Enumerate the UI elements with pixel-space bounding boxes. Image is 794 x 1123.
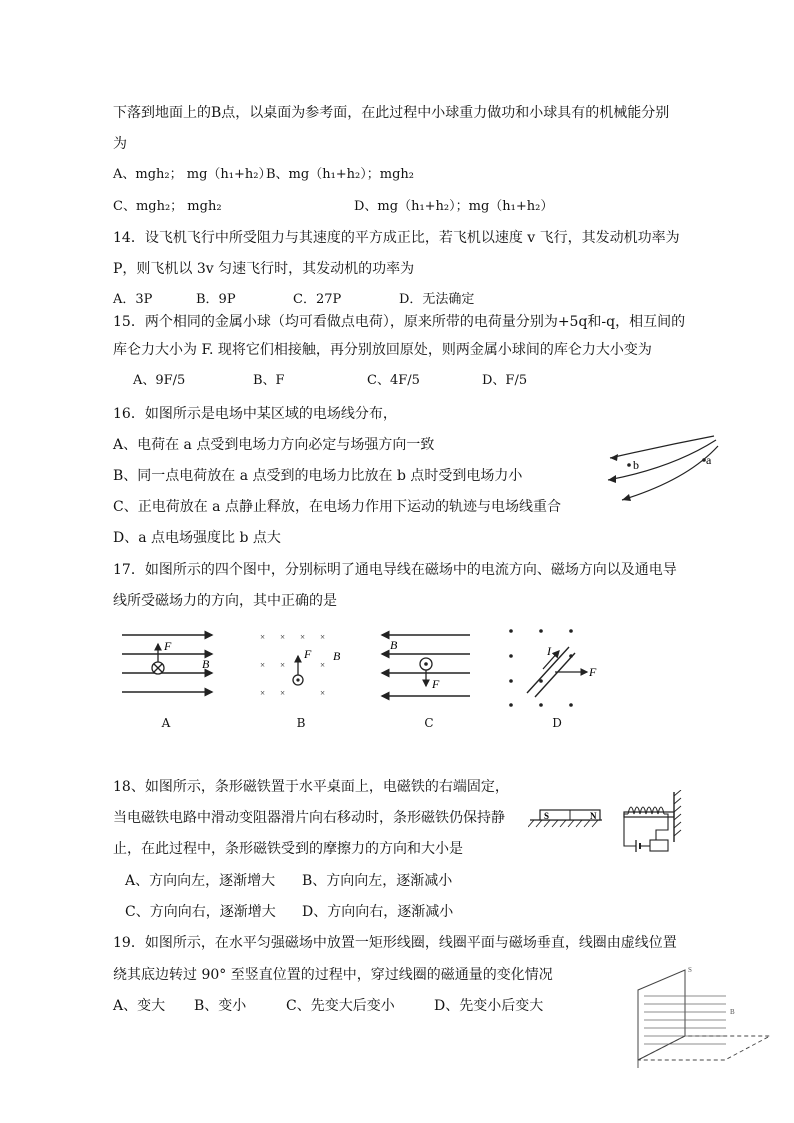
q16-option-d: D、a 点电场强度比 b 点大 [113,530,281,546]
q18-line2: 当电磁铁电路中滑动变阻器滑片向右移动时，条形磁铁仍保持静 [113,810,505,826]
q18-line3: 止，在此过程中，条形磁铁受到的摩擦力的方向和大小是 [113,841,463,857]
svg-text:×: × [260,688,266,698]
field-b-label: B [730,1008,735,1016]
q15-option-a: A、9F/5 [133,373,186,388]
q18-option-b: B、方向向左，逐渐减小 [302,873,453,889]
q19-option-d: D、先变小后变大 [434,998,544,1014]
q14-option-a: A．3P [113,292,153,307]
caption-a: A [161,716,171,730]
q13-option-b: B、mg（h₁+h₂）；mgh₂ [266,167,414,182]
q15-option-b: B、F [253,373,285,388]
point-b-label: b [633,458,639,472]
svg-text:F: F [304,647,312,661]
svg-text:×: × [320,660,326,670]
magnetic-force-diagram-d [505,625,605,710]
q16-line1: 16．如图所示是电场中某区域的电场线分布， [113,406,397,422]
svg-text:F: F [164,639,172,653]
electric-field-lines-figure [602,428,722,508]
magnetic-force-diagram-a [120,630,215,705]
magnet-n-label: N [590,811,597,821]
q13-line2: 为 [113,136,127,152]
svg-text:×: × [280,688,286,698]
q19-line1: 19．如图所示，在水平匀强磁场中放置一矩形线圈，线圈平面与磁场垂直，线圈由虚线位置 [113,935,677,951]
q19-option-a: A、变大 [113,998,166,1014]
svg-text:×: × [320,688,326,698]
electromagnet-figure [528,790,688,858]
magnet-s-label: S [544,811,550,821]
q19-option-b: B、变小 [194,998,247,1014]
q16-option-c: C、正电荷放在 a 点静止释放，在电场力作用下运动的轨迹与电场线重合 [113,499,561,515]
caption-c: C [424,716,434,730]
q16-option-a: A、电荷在 a 点受到电场力方向必定与场强方向一致 [113,437,435,453]
coil-s-label: S [688,966,692,974]
q13-option-d: D、mg（h₁+h₂）；mg（h₁+h₂） [354,199,554,214]
q14-option-c: C．27P [293,292,342,307]
q13-line1: 下落到地面上的B点，以桌面为参考面，在此过程中小球重力做功和小球具有的机械能分别 [113,105,670,121]
q19-option-c: C、先变大后变小 [286,998,395,1014]
q13-option-a: A、mgh₂； mg（h₁+h₂） [113,167,272,182]
q15-option-c: C、4F/5 [367,373,420,388]
q15-line2: 库仑力大小为 F. 现将它们相接触，再分别放回原处，则两金属小球间的库仑力大小变为 [113,342,652,358]
q18-option-d: D、方向向右，逐渐减小 [302,904,454,920]
magnetic-force-diagram-b [258,632,348,702]
svg-text:×: × [260,632,266,642]
svg-text:B: B [202,657,210,671]
point-a-label: a [706,453,712,467]
caption-b: B [296,716,306,730]
svg-text:×: × [300,632,306,642]
q15-line1: 15．两个相同的金属小球（均可看做点电荷），原来所带的电荷量分别为+5q和-q，相互间的 [113,314,686,330]
q18-line1: 18、如图所示，条形磁铁置于水平桌面上，电磁铁的右端固定， [113,779,509,795]
q17-line1: 17．如图所示的四个图中，分别标明了通电导线在磁场中的电流方向、磁场方向以及通电导 [113,562,677,578]
magnetic-force-diagram-c [378,630,473,705]
q14-option-d: D．无法确定 [399,292,475,307]
q18-option-a: A、方向向左，逐渐增大 [125,873,276,889]
caption-d: D [552,716,562,730]
q14-line2: P，则飞机以 3v 匀速飞行时，其发动机的功率为 [113,261,415,277]
svg-text:×: × [320,632,326,642]
svg-text:B: B [390,638,398,652]
q15-option-d: D、F/5 [482,373,528,388]
svg-text:×: × [280,660,286,670]
svg-text:×: × [280,632,286,642]
svg-text:B: B [333,649,341,663]
q17-line2: 线所受磁场力的方向，其中正确的是 [113,593,337,609]
rotating-coil-figure [630,960,780,1072]
q19-line2: 绕其底边转过 90° 至竖直位置的过程中，穿过线圈的磁通量的变化情况 [113,967,553,983]
q18-option-c: C、方向向右，逐渐增大 [125,904,276,920]
svg-text:I: I [547,644,551,658]
svg-text:F: F [432,677,440,691]
q14-option-b: B．9P [196,292,236,307]
q14-line1: 14．设飞机飞行中所受阻力与其速度的平方成正比，若飞机以速度 v 飞行，其发动机功率为 [113,230,680,246]
svg-text:×: × [260,660,266,670]
svg-text:F: F [589,665,597,679]
q13-option-c: C、mgh₂； mgh₂ [113,199,222,214]
q16-option-b: B、同一点电荷放在 a 点受到的电场力比放在 b 点时受到电场力小 [113,468,523,484]
